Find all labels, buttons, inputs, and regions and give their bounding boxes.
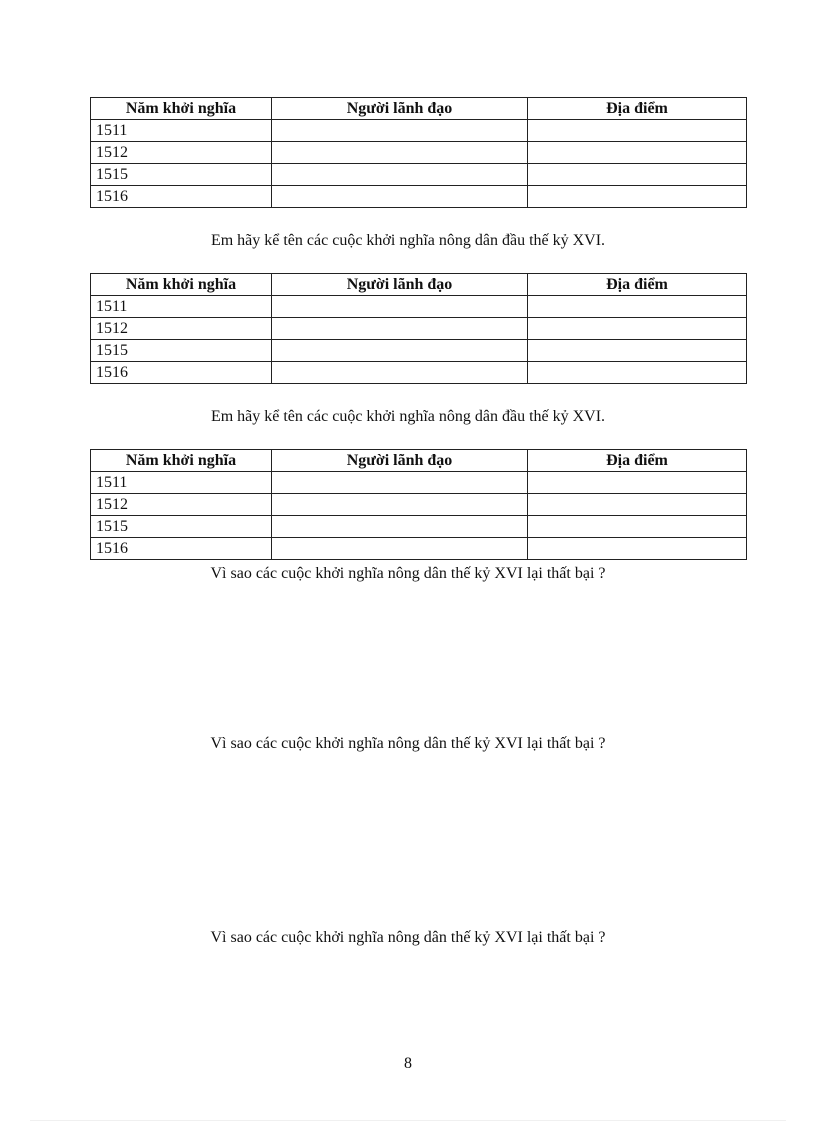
year-cell: 1511 [91,120,272,142]
location-cell[interactable] [528,340,747,362]
leader-cell[interactable] [272,538,528,560]
prompt-why-failed: Vì sao các cuộc khởi nghĩa nông dân thế kỷ XVI lại thất bại ? [210,929,606,946]
location-cell[interactable] [528,472,747,494]
table-row [91,318,747,340]
location-cell[interactable] [528,318,747,340]
leader-cell[interactable] [272,142,528,164]
leader-cell[interactable] [272,362,528,384]
table-header-row [91,98,747,120]
year-cell: 1512 [91,318,272,340]
year-cell: 1512 [91,494,272,516]
header-year: Năm khởi nghĩa [91,98,272,120]
header-leader: Người lãnh đạo [272,274,528,296]
year-cell: 1515 [91,516,272,538]
header-leader: Người lãnh đạo [272,450,528,472]
location-cell[interactable] [528,142,747,164]
location-cell[interactable] [528,362,747,384]
table-row [91,186,747,208]
location-cell[interactable] [528,164,747,186]
header-location: Địa điểm [528,450,747,472]
header-leader: Người lãnh đạo [272,98,528,120]
table-row [91,516,747,538]
prompt-list-uprisings: Em hãy kể tên các cuộc khởi nghĩa nông dân đầu thế kỷ XVI. [210,408,606,425]
table-row [91,142,747,164]
year-cell: 1511 [91,296,272,318]
table-row [91,494,747,516]
table-row [91,120,747,142]
header-location: Địa điểm [528,98,747,120]
header-year: Năm khởi nghĩa [91,274,272,296]
table-header-row [91,274,747,296]
table-row [91,340,747,362]
prompt-why-failed: Vì sao các cuộc khởi nghĩa nông dân thế kỷ XVI lại thất bại ? [210,565,606,582]
leader-cell[interactable] [272,516,528,538]
prompt-list-uprisings: Em hãy kể tên các cuộc khởi nghĩa nông dân đầu thế kỷ XVI. [210,232,606,249]
page-number: 8 [404,1055,412,1072]
table-row [91,164,747,186]
header-year: Năm khởi nghĩa [91,450,272,472]
table-row [91,296,747,318]
year-cell: 1516 [91,186,272,208]
year-cell: 1512 [91,142,272,164]
year-cell: 1516 [91,362,272,384]
leader-cell[interactable] [272,318,528,340]
leader-cell[interactable] [272,164,528,186]
location-cell[interactable] [528,296,747,318]
leader-cell[interactable] [272,340,528,362]
location-cell[interactable] [528,120,747,142]
prompt-why-failed: Vì sao các cuộc khởi nghĩa nông dân thế kỷ XVI lại thất bại ? [210,735,606,752]
header-location: Địa điểm [528,274,747,296]
location-cell[interactable] [528,538,747,560]
uprising-table-2 [90,273,747,384]
leader-cell[interactable] [272,186,528,208]
year-cell: 1511 [91,472,272,494]
table-row [91,538,747,560]
location-cell[interactable] [528,516,747,538]
table-row [91,362,747,384]
leader-cell[interactable] [272,296,528,318]
table-row [91,472,747,494]
table-header-row [91,450,747,472]
uprising-table-3 [90,449,747,560]
leader-cell[interactable] [272,494,528,516]
location-cell[interactable] [528,186,747,208]
leader-cell[interactable] [272,120,528,142]
footer-divider [30,1120,786,1121]
location-cell[interactable] [528,494,747,516]
year-cell: 1515 [91,164,272,186]
leader-cell[interactable] [272,472,528,494]
year-cell: 1516 [91,538,272,560]
year-cell: 1515 [91,340,272,362]
uprising-table-1 [90,97,747,208]
